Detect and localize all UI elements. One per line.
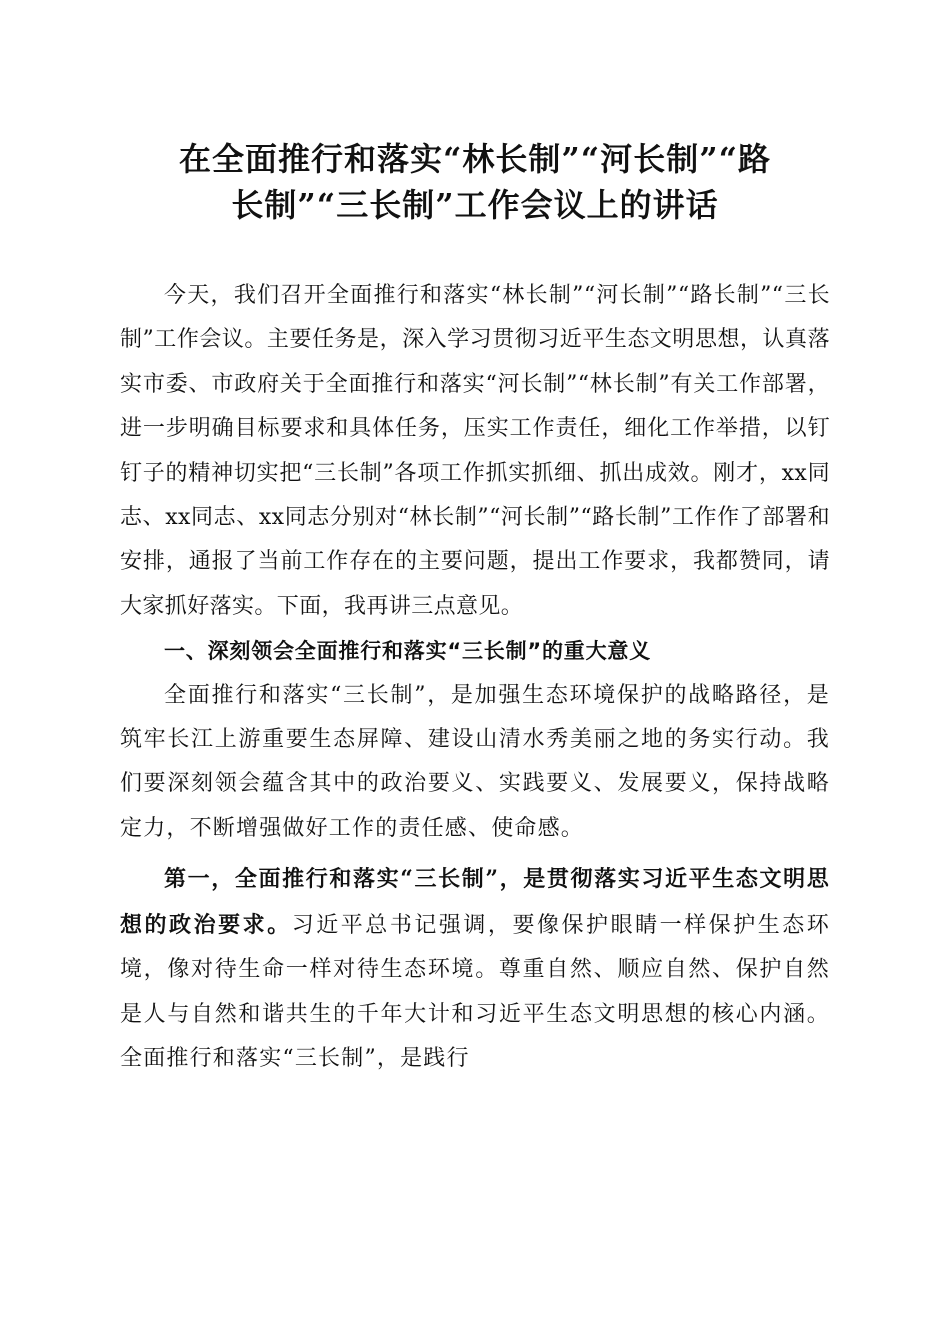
title-line-2: 长制”“三长制”工作会议上的讲话 bbox=[231, 186, 719, 224]
title-line-1: 在全面推行和落实“林长制”“河长制”“路 bbox=[178, 140, 772, 178]
section-1-paragraph: 全面推行和落实“三长制”，是加强生态环境保护的战略路径，是筑牢长江上游重要生态屏障、建设山清水秀美丽之地的务实行动。我们要深刻领会蕴含其中的政治要义、实践要义、发展要义，保持战略定力，不断增强做好工作的责任感、使命感。 bbox=[120, 682, 830, 841]
point-1-lead: 第一，全面推行和落实“三长制”，是贯彻落实习近平生态文明思想的政治要求。 bbox=[120, 866, 830, 938]
point-1-body: 习近平总书记强调，要像保护眼睛一样保护生态环境，像对待生命一样对待生态环境。尊重自然、顺应自然、保护自然是人与自然和谐共生的千年大计和习近平生态文明思想的核心内涵。全面推行和落实“三长制”，是践行 bbox=[120, 912, 830, 1071]
intro-paragraph: 今天，我们召开全面推行和落实“林长制”“河长制”“路长制”“三长制”工作会议。主要任务是，深入学习贯彻习近平生态文明思想，认真落实市委、市政府关于全面推行和落实“河长制”“林长制”有关工作部署，进一步明确目标要求和具体任务，压实工作责任，细化工作举措，以钉钉子的精神切实把“三长制”各项工作抓实抓细、抓出成效。刚才，xx同志、xx同志、xx同志分别对“林长制”“河长制”“路长制”工作作了部署和安排，通报了当前工作存在的主要问题，提出工作要求，我都赞同，请大家抓好落实。下面，我再讲三点意见。 bbox=[120, 283, 830, 619]
point-1-paragraph bbox=[120, 857, 830, 1081]
section-1-heading: 一、深刻领会全面推行和落实“三长制”的重大意义 bbox=[164, 639, 652, 664]
document-title bbox=[100, 136, 850, 228]
document-body bbox=[120, 274, 830, 1081]
